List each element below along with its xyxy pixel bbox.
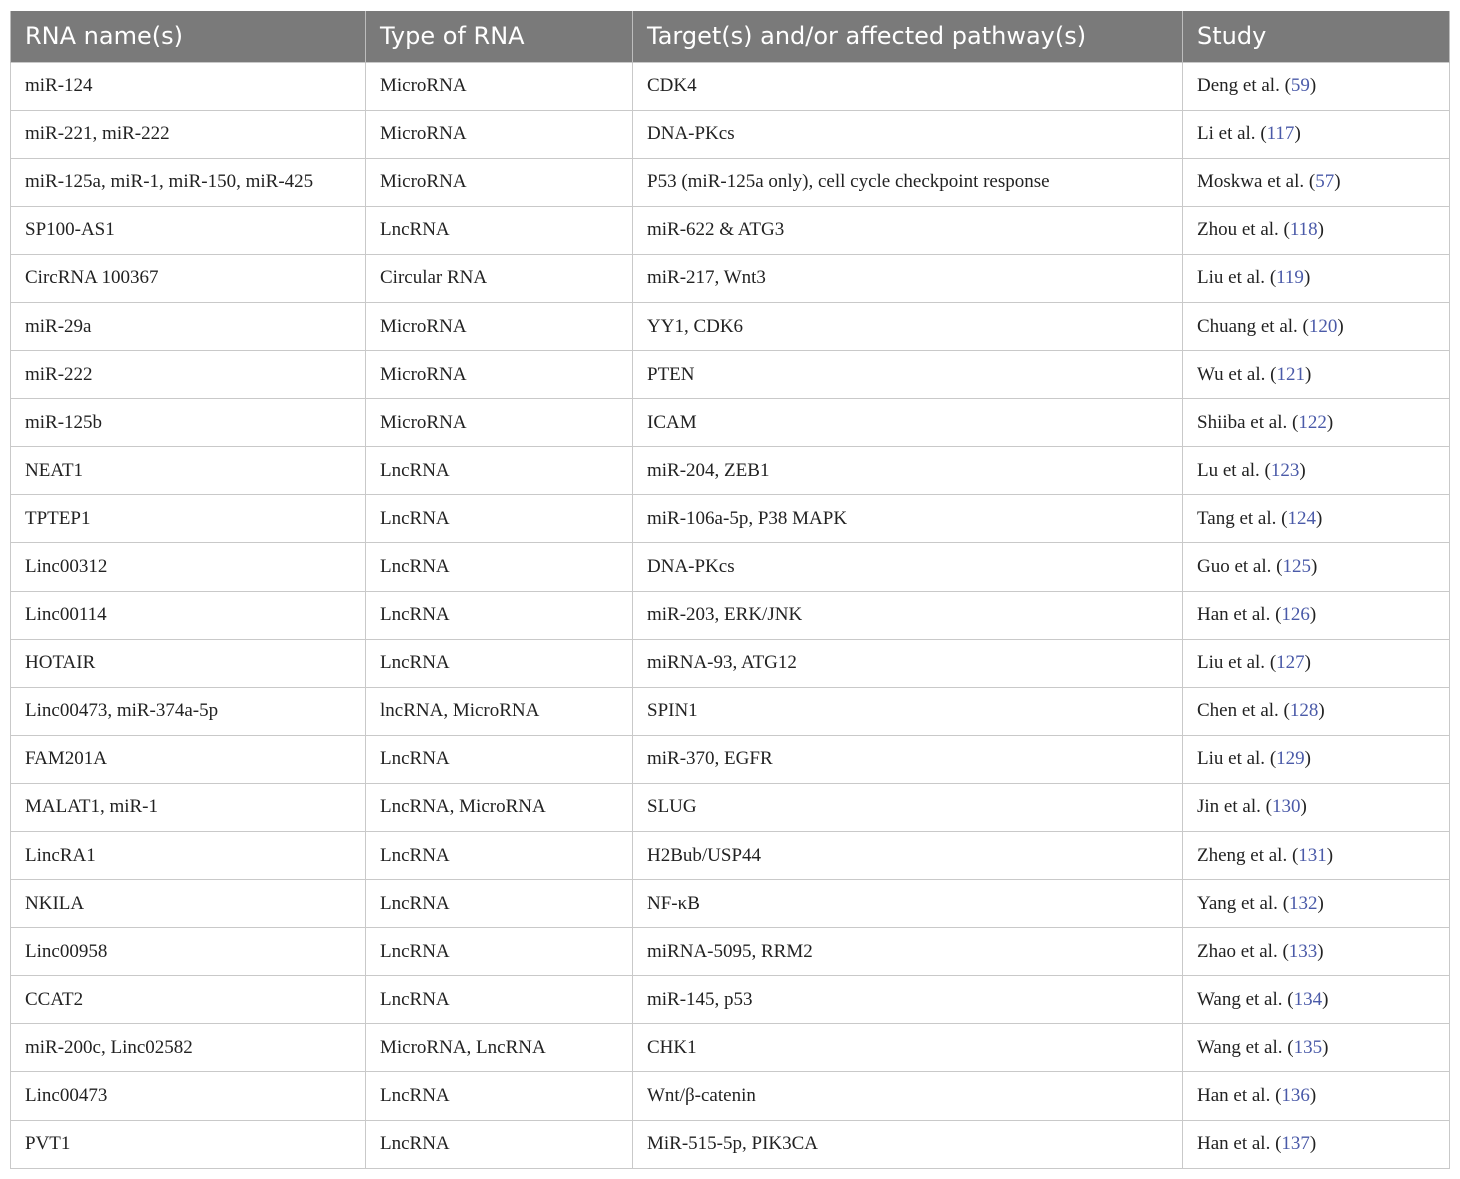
reference-link[interactable]: 120 [1308, 315, 1338, 337]
study-author: Tang et al. [1197, 507, 1277, 529]
study-cell: Deng et al. (59) [1183, 62, 1450, 110]
study-cell: Chen et al. (128) [1183, 687, 1450, 735]
rna-name-cell: SP100-AS1 [11, 206, 366, 254]
study-cell: Liu et al. (127) [1183, 639, 1450, 687]
study-author: Chuang et al. [1197, 315, 1298, 337]
rna-name-cell: Linc00958 [11, 928, 366, 976]
rna-type-cell: MicroRNA [366, 110, 633, 158]
rna-type-cell: MicroRNA [366, 62, 633, 110]
study-cell: Li et al. (117) [1183, 110, 1450, 158]
target-cell: ICAM [633, 399, 1183, 447]
study-cell: Zheng et al. (131) [1183, 832, 1450, 880]
rna-type-cell: MicroRNA [366, 399, 633, 447]
study-author: Deng et al. [1197, 75, 1280, 97]
study-cell: Moskwa et al. (57) [1183, 158, 1450, 206]
rna-type-cell: LncRNA [366, 639, 633, 687]
reference-link[interactable]: 137 [1281, 1133, 1310, 1155]
study-author: Yang et al. [1197, 892, 1278, 914]
study-author: Han et al. [1197, 604, 1271, 626]
rna-table [10, 11, 1450, 1169]
table-row [11, 1072, 1450, 1120]
reference-link[interactable]: 128 [1289, 700, 1319, 722]
study-author: Liu et al. [1197, 652, 1266, 674]
rna-type-cell: LncRNA [366, 880, 633, 928]
target-cell: NF-κB [633, 880, 1183, 928]
reference-link[interactable]: 59 [1290, 75, 1310, 97]
rna-type-cell: MicroRNA [366, 158, 633, 206]
study-cell: Lu et al. (123) [1183, 447, 1450, 495]
header-rna-names: RNA name(s) [11, 11, 366, 62]
table-row [11, 206, 1450, 254]
header-row [11, 11, 1450, 62]
rna-type-cell: LncRNA [366, 447, 633, 495]
target-cell: DNA-PKcs [633, 543, 1183, 591]
target-cell: miR-203, ERK/JNK [633, 591, 1183, 639]
target-cell: miR-145, p53 [633, 976, 1183, 1024]
study-author: Li et al. [1197, 123, 1256, 145]
table-row [11, 447, 1450, 495]
target-cell: P53 (miR-125a only), cell cycle checkpoint response [633, 158, 1183, 206]
rna-type-cell: MicroRNA, LncRNA [366, 1024, 633, 1072]
rna-name-cell: LincRA1 [11, 832, 366, 880]
target-cell: miR-204, ZEB1 [633, 447, 1183, 495]
study-cell: Yang et al. (132) [1183, 880, 1450, 928]
rna-type-cell: Circular RNA [366, 254, 633, 302]
reference-link[interactable]: 125 [1282, 555, 1311, 577]
rna-type-cell: LncRNA [366, 832, 633, 880]
reference-link[interactable]: 133 [1288, 940, 1318, 962]
reference-link[interactable]: 57 [1315, 171, 1335, 193]
study-cell: Han et al. (137) [1183, 1120, 1450, 1168]
header-study: Study [1183, 11, 1450, 62]
rna-name-cell: FAM201A [11, 735, 366, 783]
study-author: Zhao et al. [1197, 940, 1278, 962]
study-cell: Wang et al. (134) [1183, 976, 1450, 1024]
rna-type-cell: LncRNA, MicroRNA [366, 783, 633, 831]
study-author: Liu et al. [1197, 748, 1266, 770]
target-cell: PTEN [633, 351, 1183, 399]
reference-link[interactable]: 130 [1271, 796, 1301, 818]
study-cell: Wu et al. (121) [1183, 351, 1450, 399]
rna-name-cell: NKILA [11, 880, 366, 928]
rna-name-cell: TPTEP1 [11, 495, 366, 543]
table-row [11, 543, 1450, 591]
study-cell: Liu et al. (119) [1183, 254, 1450, 302]
study-author: Han et al. [1197, 1133, 1271, 1155]
study-cell: Wang et al. (135) [1183, 1024, 1450, 1072]
study-cell: Zhao et al. (133) [1183, 928, 1450, 976]
target-cell: miR-106a-5p, P38 MAPK [633, 495, 1183, 543]
table-row [11, 832, 1450, 880]
target-cell: miRNA-93, ATG12 [633, 639, 1183, 687]
study-author: Guo et al. [1197, 555, 1272, 577]
reference-link[interactable]: 127 [1276, 652, 1305, 674]
study-author: Wang et al. [1197, 988, 1283, 1010]
study-author: Moskwa et al. [1197, 171, 1305, 193]
reference-link[interactable]: 134 [1293, 988, 1323, 1010]
table-row [11, 880, 1450, 928]
table-body [11, 62, 1450, 1168]
reference-link[interactable]: 129 [1276, 748, 1305, 770]
table-row [11, 783, 1450, 831]
reference-link[interactable]: 132 [1289, 892, 1318, 914]
study-author: Wu et al. [1197, 363, 1266, 385]
rna-type-cell: LncRNA [366, 1120, 633, 1168]
rna-name-cell: Linc00473 [11, 1072, 366, 1120]
study-author: Zheng et al. [1197, 844, 1288, 866]
table-row [11, 254, 1450, 302]
table-row [11, 976, 1450, 1024]
table-row [11, 399, 1450, 447]
table-row [11, 110, 1450, 158]
table-row [11, 928, 1450, 976]
reference-link[interactable]: 131 [1298, 844, 1327, 866]
rna-name-cell: miR-29a [11, 302, 366, 350]
study-author: Chen et al. [1197, 700, 1279, 722]
header-rna-type: Type of RNA [366, 11, 633, 62]
table-header [11, 11, 1450, 62]
reference-link[interactable]: 126 [1281, 604, 1310, 626]
target-cell: YY1, CDK6 [633, 302, 1183, 350]
reference-link[interactable]: 121 [1276, 363, 1305, 385]
table-row [11, 302, 1450, 350]
rna-type-cell: LncRNA [366, 976, 633, 1024]
table-row [11, 639, 1450, 687]
rna-type-cell: MicroRNA [366, 351, 633, 399]
study-author: Han et al. [1197, 1085, 1271, 1107]
table-row [11, 687, 1450, 735]
table-row [11, 1120, 1450, 1168]
rna-type-cell: LncRNA [366, 928, 633, 976]
target-cell: miR-622 & ATG3 [633, 206, 1183, 254]
target-cell: SLUG [633, 783, 1183, 831]
rna-type-cell: LncRNA [366, 735, 633, 783]
rna-name-cell: miR-125b [11, 399, 366, 447]
study-author: Zhou et al. [1197, 219, 1279, 241]
table-row [11, 1024, 1450, 1072]
table-row [11, 591, 1450, 639]
study-author: Wang et al. [1197, 1036, 1283, 1058]
target-cell: CHK1 [633, 1024, 1183, 1072]
header-targets: Target(s) and/or affected pathway(s) [633, 11, 1183, 62]
study-author: Liu et al. [1197, 267, 1266, 289]
study-cell: Liu et al. (129) [1183, 735, 1450, 783]
target-cell: DNA-PKcs [633, 110, 1183, 158]
rna-type-cell: LncRNA [366, 1072, 633, 1120]
study-cell: Shiiba et al. (122) [1183, 399, 1450, 447]
target-cell: Wnt/β-catenin [633, 1072, 1183, 1120]
rna-name-cell: Linc00473, miR-374a-5p [11, 687, 366, 735]
rna-name-cell: miR-200c, Linc02582 [11, 1024, 366, 1072]
target-cell: miR-217, Wnt3 [633, 254, 1183, 302]
target-cell: H2Bub/USP44 [633, 832, 1183, 880]
study-cell: Han et al. (136) [1183, 1072, 1450, 1120]
study-cell: Zhou et al. (118) [1183, 206, 1450, 254]
target-cell: miRNA-5095, RRM2 [633, 928, 1183, 976]
reference-link[interactable]: 123 [1270, 459, 1300, 481]
rna-name-cell: CircRNA 100367 [11, 254, 366, 302]
rna-name-cell: NEAT1 [11, 447, 366, 495]
target-cell: MiR-515-5p, PIK3CA [633, 1120, 1183, 1168]
rna-name-cell: Linc00114 [11, 591, 366, 639]
rna-type-cell: LncRNA [366, 591, 633, 639]
reference-link[interactable]: 122 [1298, 411, 1327, 433]
rna-type-cell: LncRNA [366, 543, 633, 591]
study-cell: Tang et al. (124) [1183, 495, 1450, 543]
rna-name-cell: PVT1 [11, 1120, 366, 1168]
table-row [11, 735, 1450, 783]
reference-link[interactable]: 135 [1293, 1036, 1323, 1058]
study-author: Jin et al. [1197, 796, 1261, 818]
rna-type-cell: MicroRNA [366, 302, 633, 350]
study-author: Shiiba et al. [1197, 411, 1288, 433]
target-cell: CDK4 [633, 62, 1183, 110]
reference-link[interactable]: 124 [1287, 507, 1316, 529]
reference-link[interactable]: 117 [1266, 123, 1295, 145]
rna-name-cell: miR-124 [11, 62, 366, 110]
rna-type-cell: lncRNA, MicroRNA [366, 687, 633, 735]
rna-name-cell: miR-221, miR-222 [11, 110, 366, 158]
rna-name-cell: Linc00312 [11, 543, 366, 591]
study-cell: Han et al. (126) [1183, 591, 1450, 639]
target-cell: miR-370, EGFR [633, 735, 1183, 783]
rna-name-cell: HOTAIR [11, 639, 366, 687]
study-cell: Jin et al. (130) [1183, 783, 1450, 831]
study-cell: Guo et al. (125) [1183, 543, 1450, 591]
target-cell: SPIN1 [633, 687, 1183, 735]
reference-link[interactable]: 136 [1281, 1085, 1310, 1107]
rna-name-cell: MALAT1, miR-1 [11, 783, 366, 831]
table-row [11, 158, 1450, 206]
study-cell: Chuang et al. (120) [1183, 302, 1450, 350]
rna-table-container [10, 11, 1449, 1169]
rna-type-cell: LncRNA [366, 495, 633, 543]
rna-type-cell: LncRNA [366, 206, 633, 254]
rna-name-cell: CCAT2 [11, 976, 366, 1024]
table-row [11, 351, 1450, 399]
reference-link[interactable]: 118 [1289, 219, 1318, 241]
rna-name-cell: miR-125a, miR-1, miR-150, miR-425 [11, 158, 366, 206]
study-author: Lu et al. [1197, 459, 1260, 481]
table-row [11, 495, 1450, 543]
reference-link[interactable]: 119 [1276, 267, 1304, 289]
rna-name-cell: miR-222 [11, 351, 366, 399]
table-row [11, 62, 1450, 110]
